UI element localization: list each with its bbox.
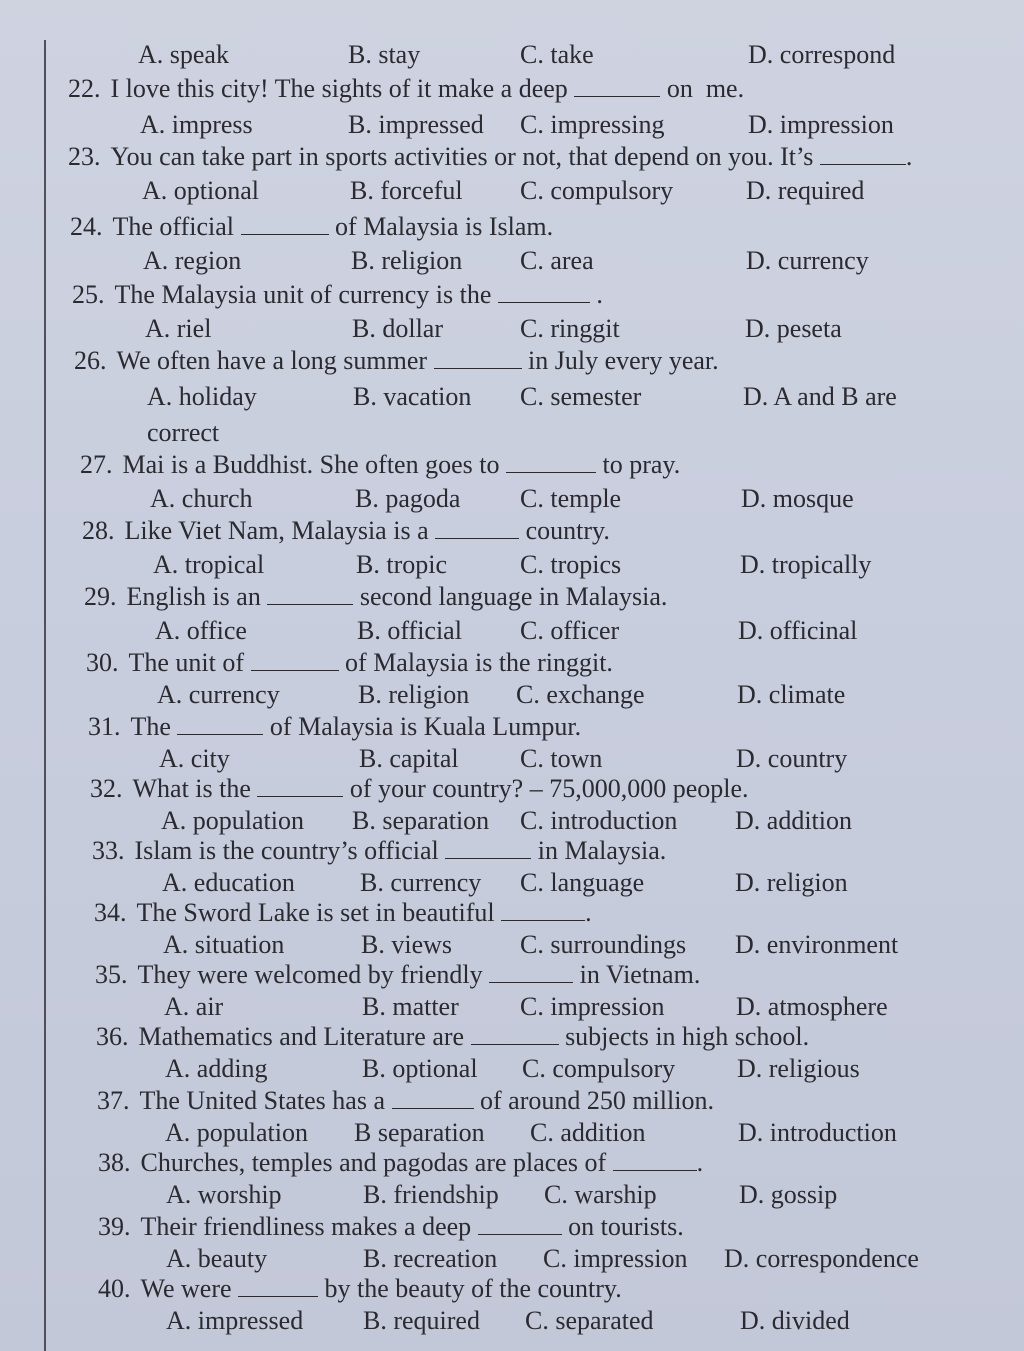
answer-option: D. gossip [739,1180,838,1209]
answer-blank [238,1274,318,1297]
answer-blank [257,774,343,797]
answer-option: B. stay [348,40,421,69]
answer-option: C. ringgit [520,314,620,343]
answer-option: D. introduction [738,1118,897,1147]
question-text: of Malaysia is Islam. [328,212,554,241]
question-number: 30. [86,648,119,677]
answer-option: A. currency [157,680,280,709]
answer-option: B. matter [362,992,459,1021]
answer-option: A. office [155,616,247,645]
answer-option: A. population [165,1118,308,1147]
question-stem [90,774,749,804]
answer-option: C. impression [520,992,665,1021]
answer-option: C. tropics [520,550,622,579]
question-text: by the beauty of the country. [318,1274,622,1303]
question-text: Islam is the country’s official [134,836,446,865]
answer-option: A. speak [138,40,229,69]
answer-option: D. tropically [740,550,872,579]
question-number: 24. [70,212,103,241]
answer-option: D. divided [740,1306,850,1335]
answer-option: B. forceful [350,176,463,205]
question-text: The unit of [128,648,251,677]
question-number: 33. [92,836,125,865]
question-number: 22. [68,74,101,103]
answer-option: D. A and B are [743,382,897,411]
question-stem [97,1086,714,1116]
answer-option: D. officinal [738,616,858,645]
question-text: country. [519,516,610,545]
question-stem [94,898,592,928]
answer-option: B. required [363,1306,480,1335]
answer-option: C. exchange [516,680,645,709]
question-text: We were [140,1274,239,1303]
answer-option: B separation [354,1118,485,1147]
question-text: The Malaysia unit of currency is the [114,280,498,309]
answer-option: C. temple [520,484,622,513]
question-number: 29. [84,582,117,611]
question-number: 26. [74,346,107,375]
question-text: of Malaysia is the ringgit. [338,648,613,677]
answer-option: D. mosque [741,484,854,513]
answer-option: B. religion [351,246,463,275]
answer-option: C. introduction [520,806,678,835]
answer-option: A. population [161,806,304,835]
answer-option: A. beauty [166,1244,268,1273]
answer-blank [820,142,906,165]
question-text: of Malaysia is Kuala Lumpur. [263,712,582,741]
question-text: The Sword Lake is set in beautiful [136,898,502,927]
answer-option: C. language [520,868,645,897]
answer-option: D. addition [735,806,852,835]
question-stem [68,142,912,172]
answer-blank [613,1148,697,1171]
answer-option: C. impressing [520,110,665,139]
answer-option: D. impression [748,110,894,139]
answer-option: D. correspond [748,40,896,69]
answer-option: A. optional [142,176,259,205]
answer-blank [574,74,660,97]
question-number: 39. [98,1212,131,1241]
answer-option: C. area [520,246,594,275]
question-stem [70,212,553,242]
question-number: 31. [88,712,121,741]
answer-option: B. friendship [363,1180,499,1209]
answer-option: A. air [164,992,224,1021]
answer-blank [435,516,519,539]
question-stem [84,582,667,612]
question-text: English is an [126,582,268,611]
question-text: in Malaysia. [531,836,667,865]
question-number: 23. [68,142,101,171]
question-number: 27. [80,450,113,479]
answer-option: A. situation [163,930,285,959]
answer-blank [506,450,596,473]
answer-option: C. semester [520,382,642,411]
question-text: subjects in high school. [558,1022,810,1051]
answer-blank [471,1022,559,1045]
answer-option: A. adding [165,1054,268,1083]
question-number: 28. [82,516,115,545]
question-text: The United States has a [139,1086,392,1115]
answer-option: C. surroundings [520,930,687,959]
question-text: The [130,712,178,741]
question-stem [98,1212,684,1242]
answer-blank [478,1212,562,1235]
question-stem [98,1148,703,1178]
answer-option: B. optional [362,1054,478,1083]
answer-option: C. officer [520,616,620,645]
answer-option: A. impress [140,110,253,139]
question-stem [68,74,744,104]
answer-option: A. riel [145,314,212,343]
question-text: in Vietnam. [573,960,701,989]
question-stem [88,712,581,742]
question-text: . [905,142,913,171]
answer-option: B. capital [359,744,459,773]
question-number: 40. [98,1274,131,1303]
answer-blank [445,836,531,859]
question-text: I love this city! The sights of it make a deep [110,74,575,103]
question-stem [92,836,666,866]
question-text: . [589,280,603,309]
question-number: 25. [72,280,105,309]
answer-option: B. recreation [363,1244,498,1273]
question-text: They were welcomed by friendly [137,960,490,989]
question-text: Churches, temples and pagodas are places of [140,1148,613,1177]
answer-blank [501,898,585,921]
question-number: 37. [97,1086,130,1115]
answer-option: D. environment [735,930,899,959]
answer-option: A. holiday [147,382,257,411]
answer-blank [177,712,263,735]
answer-option: A. city [159,744,230,773]
answer-option: C. separated [525,1306,654,1335]
answer-option: A. impressed [166,1306,304,1335]
answer-option: A. tropical [153,550,265,579]
question-number: 34. [94,898,127,927]
answer-option: A. region [143,246,242,275]
answer-blank [251,648,339,671]
answer-option: B. separation [352,806,490,835]
answer-blank [489,960,573,983]
answer-option: C. take [520,40,594,69]
question-stem [96,1022,809,1052]
question-text: on me. [660,74,745,103]
answer-option: B. dollar [352,314,443,343]
answer-option: B. religion [358,680,470,709]
question-text: The official [112,212,241,241]
answer-option: A. worship [166,1180,282,1209]
question-text: on tourists. [561,1212,684,1241]
question-text: Like Viet Nam, Malaysia is a [124,516,436,545]
answer-option: A. education [162,868,295,897]
answer-option: D. currency [746,246,869,275]
answer-option-continuation: correct [147,418,220,447]
answer-option: C. town [520,744,603,773]
question-number: 36. [96,1022,129,1051]
question-number: 35. [95,960,128,989]
question-text: Mai is a Buddhist. She often goes to [122,450,506,479]
question-stem [95,960,700,990]
question-text: Their friendliness makes a deep [140,1212,478,1241]
question-stem [72,280,603,310]
answer-option: B. pagoda [355,484,461,513]
question-stem [74,346,719,376]
question-text: second language in Malaysia. [353,582,668,611]
question-text: You can take part in sports activities or not, that depend on you. It’s [110,142,820,171]
answer-option: A. church [150,484,253,513]
question-number: 38. [98,1148,131,1177]
answer-option: B. currency [360,868,482,897]
question-stem [82,516,610,546]
answer-option: D. correspondence [724,1244,919,1273]
answer-blank [498,280,590,303]
answer-option: D. country [736,744,848,773]
answer-option: C. compulsory [522,1054,676,1083]
answer-option: D. atmosphere [736,992,888,1021]
answer-option: B. tropic [356,550,447,579]
answer-option: B. views [361,930,452,959]
question-stem [80,450,680,480]
answer-option: D. religious [737,1054,860,1083]
answer-option: D. climate [737,680,846,709]
question-text: . [696,1148,704,1177]
question-text: Mathematics and Literature are [138,1022,471,1051]
answer-option: B. vacation [353,382,472,411]
answer-option: D. religion [735,868,848,897]
answer-option: C. warship [544,1180,657,1209]
question-text: in July every year. [521,346,719,375]
answer-option: D. required [746,176,865,205]
answer-blank [267,582,353,605]
question-stem [86,648,613,678]
answer-blank [434,346,522,369]
answer-blank [241,212,329,235]
answer-option: D. peseta [745,314,842,343]
question-text: . [585,898,592,927]
answer-option: C. impression [543,1244,688,1273]
answer-option: C. compulsory [520,176,674,205]
question-text: of around 250 million. [473,1086,714,1115]
question-text: to pray. [595,450,681,479]
question-number: 32. [90,774,123,803]
question-text: of your country? – 75,000,000 people. [343,774,749,803]
question-text: What is the [132,774,258,803]
answer-option: B. impressed [348,110,484,139]
answer-option: B. official [357,616,462,645]
question-text: We often have a long summer [116,346,434,375]
answer-blank [392,1086,474,1109]
answer-option: C. addition [530,1118,646,1147]
question-stem [98,1274,622,1304]
